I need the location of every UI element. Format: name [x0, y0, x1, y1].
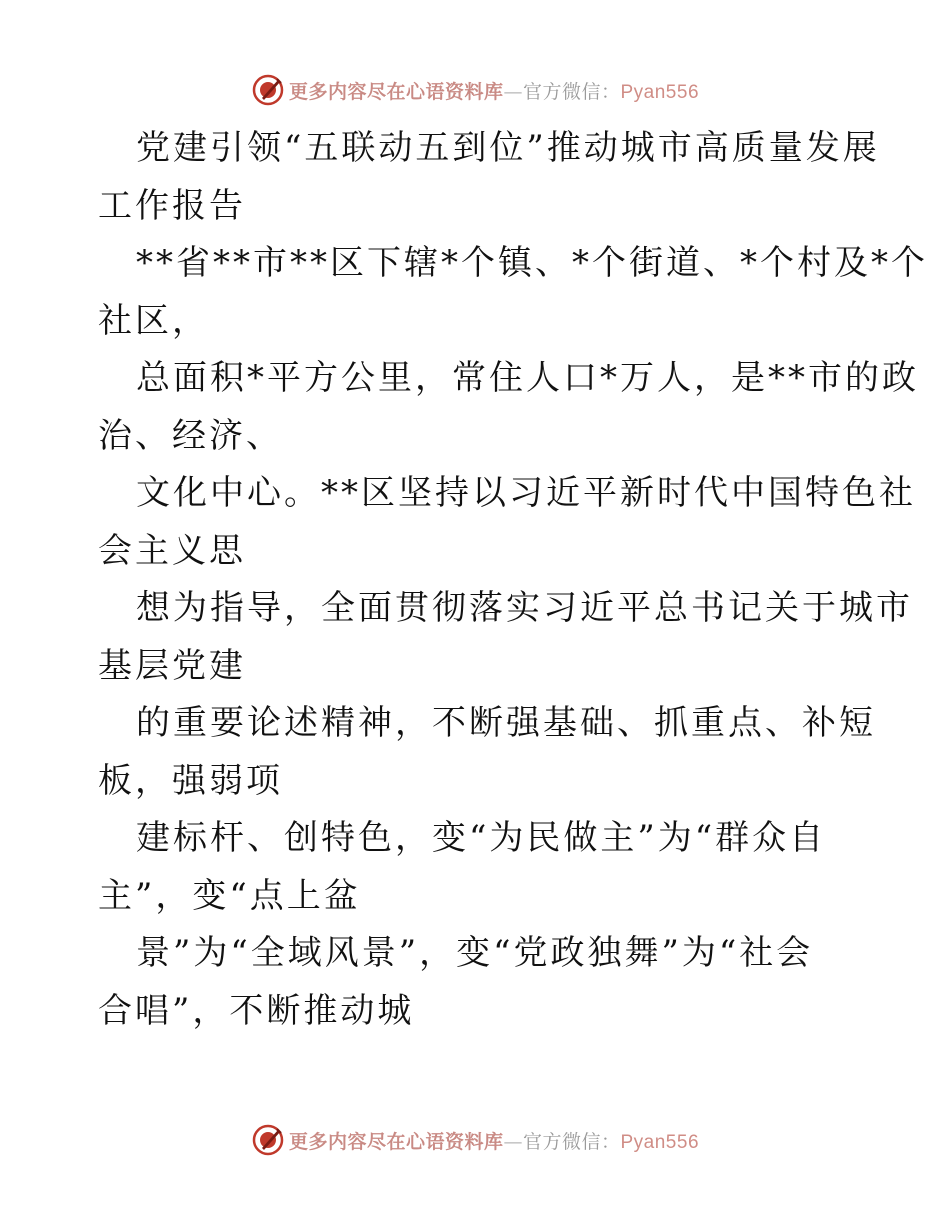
paragraph-line: 会主义思: [98, 530, 246, 571]
watermark-wechat-label: 官方微信：: [522, 80, 621, 103]
paragraph-line: 文化中心。**区坚持以习近平新时代中国特色社: [136, 473, 916, 513]
paragraph: [98, 465, 916, 580]
paragraph: [98, 120, 880, 235]
watermark-dash: —: [503, 1130, 523, 1153]
watermark-brand: 更多内容尽在心语资料库: [288, 80, 504, 103]
paragraph: [98, 350, 919, 465]
document-body: [98, 120, 928, 1040]
footer-watermark: [0, 1120, 950, 1160]
seal-logo-icon: [251, 1123, 285, 1157]
paragraph-line: 景”为“全域风景”，变“党政独舞”为“社会: [136, 933, 814, 973]
watermark-wechat-id: Pyan556: [620, 81, 700, 103]
paragraph: [98, 235, 928, 350]
watermark-wechat-id: Pyan556: [620, 1131, 700, 1153]
paragraph: [98, 580, 913, 695]
paragraph-line: **省**市**区下辖*个镇、*个街道、*个村及*个: [136, 243, 928, 283]
paragraph: [98, 810, 858, 925]
header-watermark: [0, 70, 950, 110]
watermark-text: [289, 77, 699, 104]
paragraph-line: 基层党建: [98, 645, 246, 686]
watermark-wechat-label: 官方微信：: [522, 1130, 621, 1153]
watermark-text: [289, 1127, 699, 1154]
paragraph: [98, 925, 858, 1040]
paragraph-line: 社区，: [98, 300, 209, 341]
paragraph-line: 主”，变“点上盆: [98, 875, 361, 916]
paragraph-line: 想为指导，全面贯彻落实习近平总书记关于城市: [136, 588, 913, 628]
paragraph-line: 板，强弱项: [98, 760, 283, 801]
paragraph-line: 总面积*平方公里，常住人口*万人，是**市的政: [136, 358, 919, 398]
seal-logo-icon: [251, 73, 285, 107]
paragraph-line: 建标杆、创特色，变“为民做主”为“群众自: [136, 818, 827, 858]
watermark-brand: 更多内容尽在心语资料库: [288, 1130, 504, 1153]
paragraph: [98, 695, 876, 810]
paragraph-line: 的重要论述精神，不断强基础、抓重点、补短: [136, 703, 876, 743]
paragraph-line: 党建引领“五联动五到位”推动城市高质量发展: [136, 128, 880, 168]
paragraph-line: 治、经济、: [98, 415, 283, 456]
paragraph-line: 合唱”，不断推动城: [98, 990, 415, 1031]
paragraph-line: 工作报告: [98, 185, 246, 226]
watermark-dash: —: [503, 80, 523, 103]
